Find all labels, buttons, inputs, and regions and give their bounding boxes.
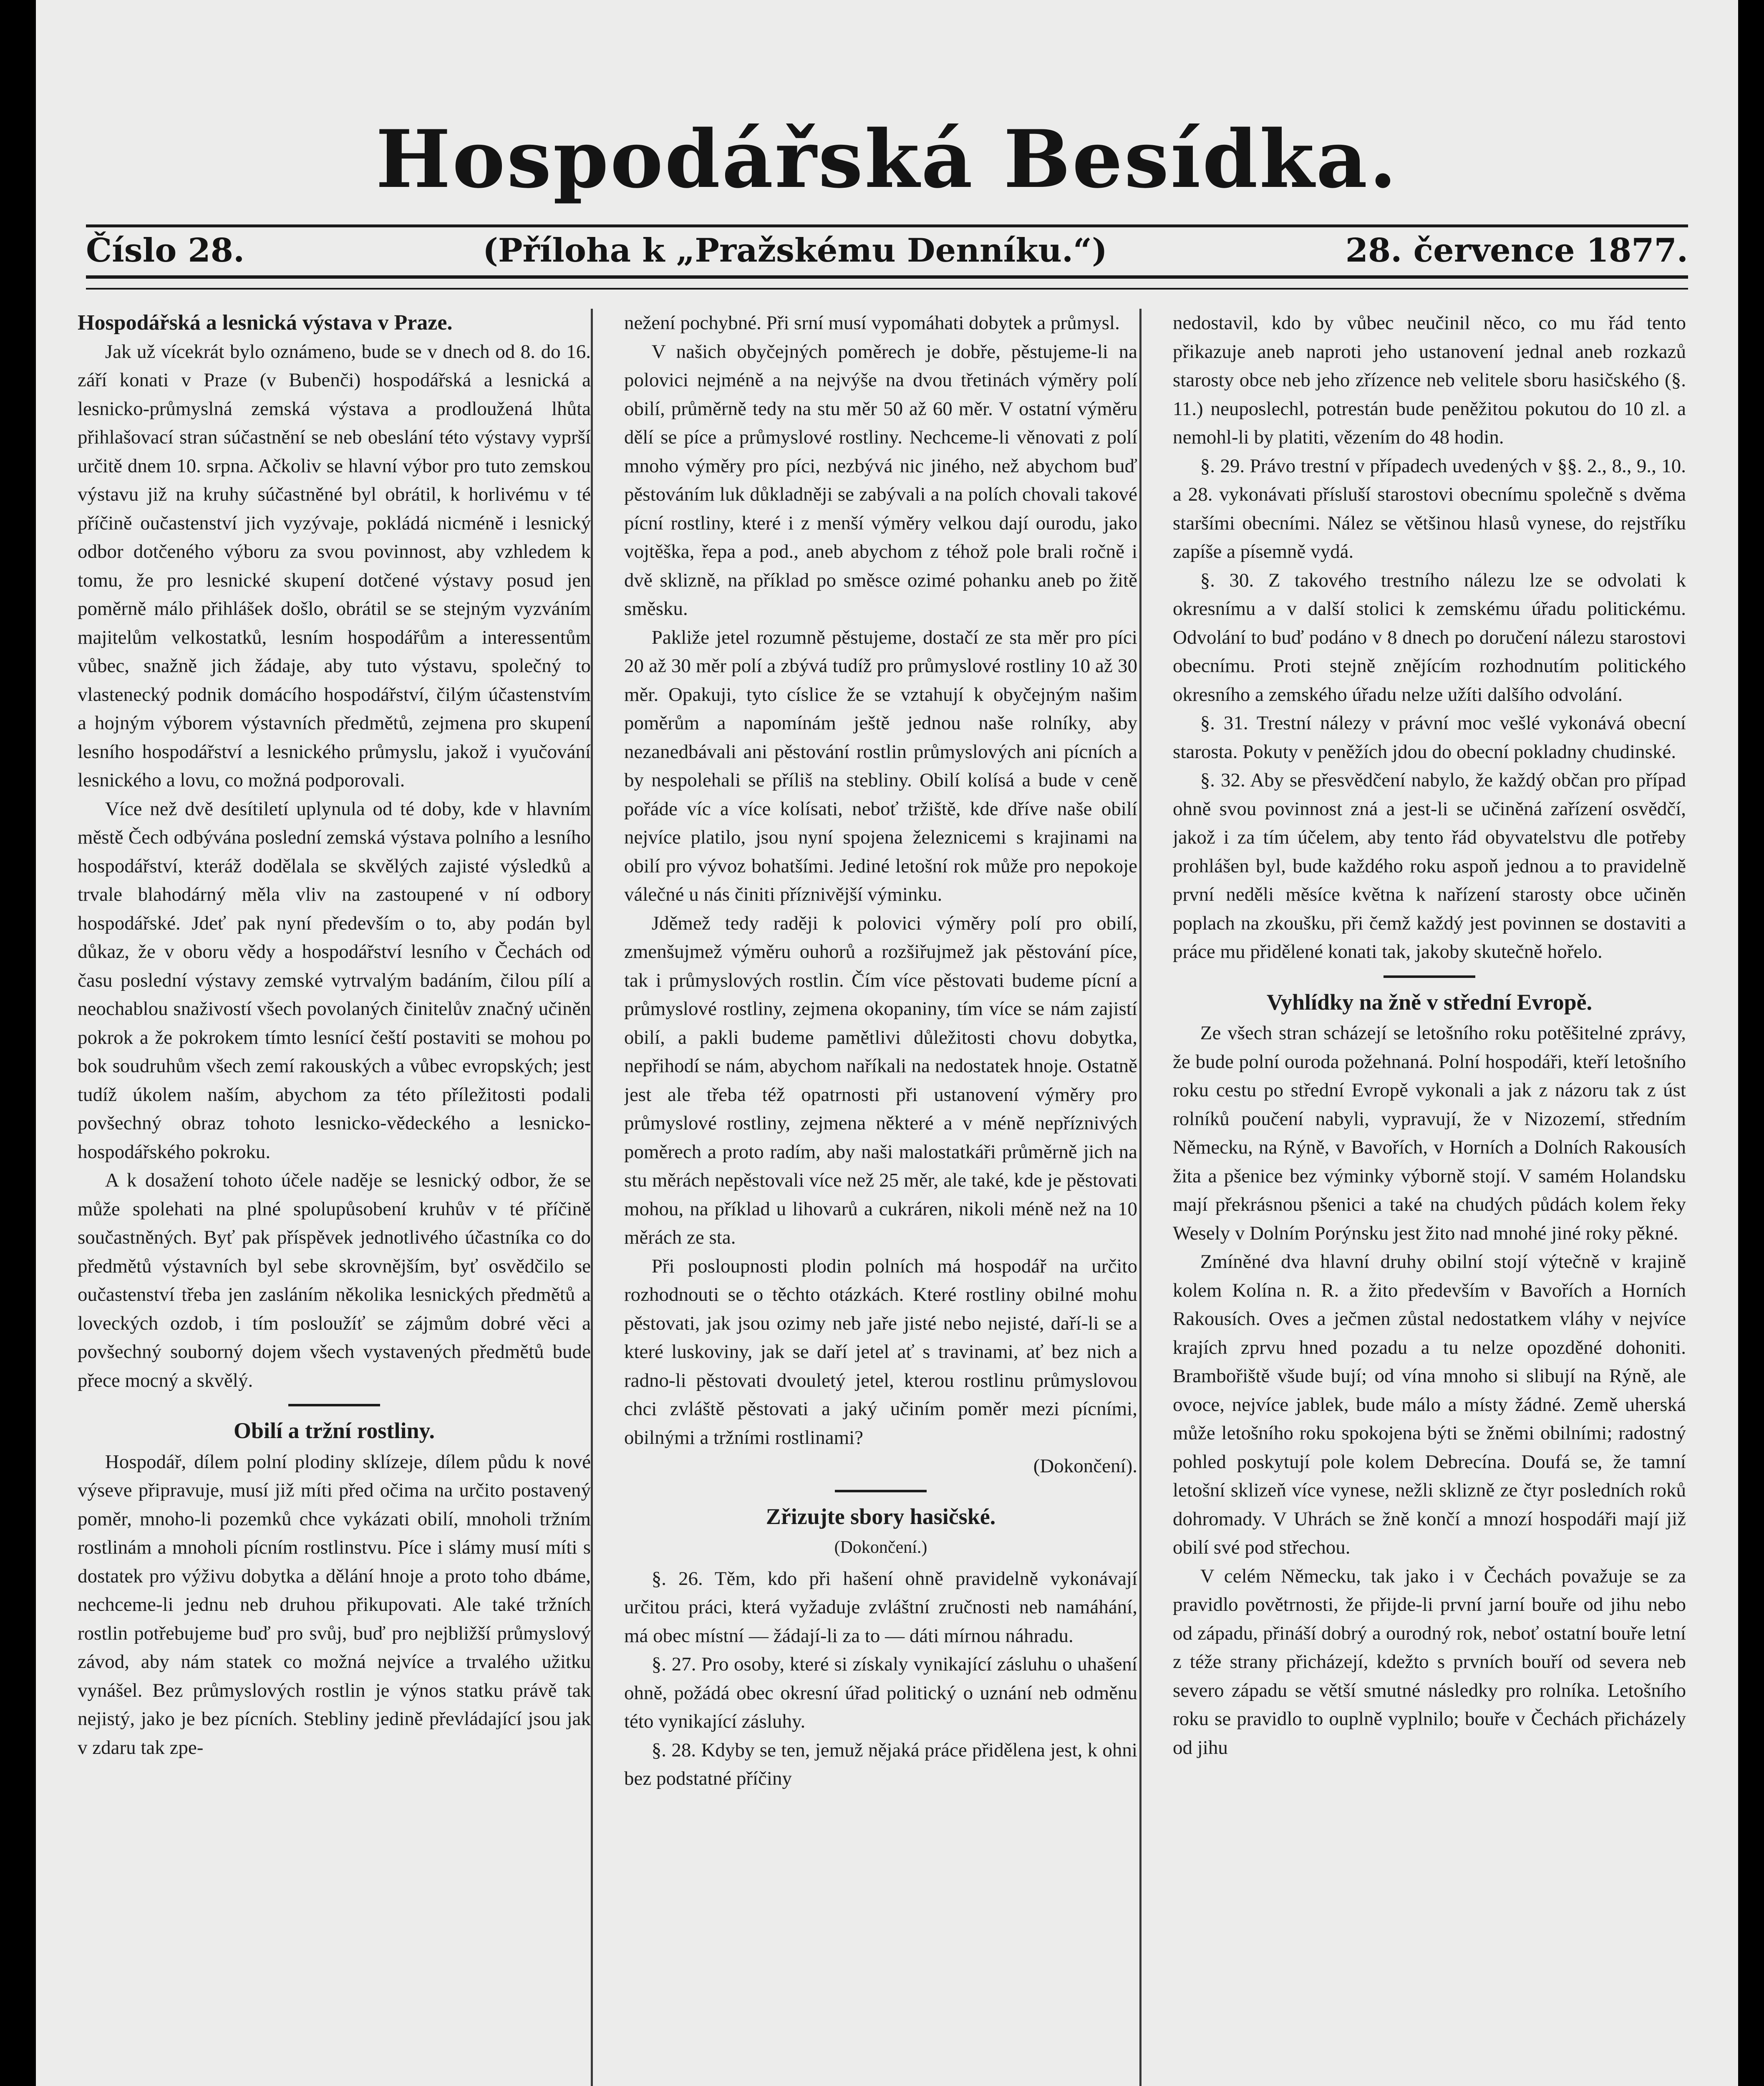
paragraph: §. 26. Těm, kdo při hašení ohně pravidelně vykonávají určitou práci, která vyžaduje zvláštní zručnosti neb namáhání, má obec místní — žádají-li za to — dáti mírnou náhradu.: [624, 1567, 1137, 1647]
paragraph: Zmíněné dva hlavní druhy obilní stojí výtečně v krajině kolem Kolína n. R. a žito především v Bavořích a Horních Rakousích. Oves a ječmen zůstal nedostatkem vláhy v nejvíce krajích zprvu hned pozadu a tu nelze opozděné dohoniti. Brambořiště všude bují; od vína mnoho si slibují na Rýně, ale ovoce, nejvíce jablek, bude málo a místy žádné. Země uherská může letošního roku spokojena býti se žněmi obilními; radostný pohled poskytují pole kolem Debrecína. Doufá se, že tamní letošní sklizeň více vynese, nežli sklizně ze čtyr posledních roků dohromady. V Uhrách se žně končí a mnozí hospodáři mají již obilí své pod střechou.: [1173, 1251, 1686, 1558]
article-subtitle: (Dokončení.): [834, 1538, 927, 1557]
masthead-rule-bottom: [86, 275, 1688, 279]
paragraph: §. 32. Aby se přesvědčení nabylo, že každý občan pro případ ohně svou povinnost zná a jest-li se učiněná zařízení osvědčí, jakož i za tím účelem, aby tento řád obyvatelstvu dle potřeby prohlášen byl, bude každého roku aspoň jednou a to pravidelně první neděli měsíce května k nařízení starosty obce učiněn poplach na zkoušku, při čemž každý jest povinnen se dostaviti a práce mu přidělené konati tak, jakoby skutečně hořelo.: [1173, 769, 1686, 962]
newspaper-page: [36, 0, 1738, 2086]
issue-line: [86, 227, 1688, 273]
column-1: [78, 309, 591, 2086]
paragraph: §. 27. Pro osoby, které si získaly vynikající zásluhu o uhašení ohně, požádá obec okresní úřad politický o uznání neb odměnu této vynikající zásluhy.: [624, 1653, 1137, 1732]
masthead-rule-top: [86, 224, 1688, 227]
paragraph: nežení pochybné. Při srní musí vypomáhati dobytek a průmysl.: [624, 312, 1120, 334]
continuation-note: (Dokončení).: [1033, 1455, 1137, 1477]
paragraph: Více než dvě desítiletí uplynula od té doby, kde v hlavním městě Čech odbývána poslední zemská výstava polního a lesního hospodářství, kteráž dodělala se skvělých zajisté výsledků a trvale blahodárný měla vliv na zastoupené v ní odbory hospodářské. Jdeť pak nyní především o to, aby podán byl důkaz, že v oboru vědy a hospodářství lesního v Čechách od času poslední výstavy zemské vytrvalým badáním, čilou pílí a neochablou snaživostí všech povolaných činitelův značný učiněn pokrok a že pokrokem tímto lesnící čeští postaviti se mohou po bok soudruhům všech zemí rakouských a vůbec evropských; jest tudíž úkolem naším, abychom za této příležitosti podali povšechný obraz tohoto lesnicko-vědeckého a lesnicko-hospodářského pokroku.: [78, 798, 591, 1163]
masthead-title: Hospodářská Besídka.: [375, 113, 1399, 206]
paragraph: nedostavil, kdo by vůbec neučinil něco, co mu řád tento přikazuje aneb naproti jeho ustanovení jednal aneb rozkazů starosty obce neb jeho zřízence neb velitele sboru hasičského (§. 11.) neuposlechl, potrestán bude peněžitou pokutou do 10 zl. a nemohl-li by platiti, vězením do 48 hodin.: [1173, 312, 1686, 448]
section-separator: [1383, 975, 1475, 978]
article-title-exhibition: Hospodářská a lesnická výstava v Praze.: [78, 311, 453, 335]
supplement-note: (Příloha k „Pražskému Denníku.“): [482, 231, 1107, 270]
article-title-fire-brigades: Zřizujte sbory hasičské.: [766, 1504, 996, 1529]
column-3: [1173, 309, 1686, 2086]
paragraph: §. 30. Z takového trestního nálezu lze se odvolati k okresnímu a v další stolici k zemskému úřadu politickému. Odvolání to buď podáno v 8 dnech po doručení nálezu starostovi obecnímu. Proti stejně znějícím rozhodnutím politického okresního a zemského úřadu nelze užíti dalšího odvolání.: [1173, 569, 1686, 705]
masthead-rule-thin: [86, 288, 1688, 290]
paragraph: V našich obyčejných poměrech je dobře, pěstujeme-li na polovici nejméně a na nejvýše na dvou třetinách výměry polí obilí, průměrně tedy na stu měr 50 až 60 měr. V ostatní výměru dělí se píce a průmyslové rostliny. Nechceme-li věnovati z polí mnoho výměry pro píci, nezbývá nic jiného, než abychom buď pěstováním luk důkladněji se zabývali a na polích chovali takové pícní rostliny, které i z menší výměry velkou dají ourodu, jako vojtěška, řepa a pod., aneb abychom z téhož pole brali ročně i dvě sklizně, na příklad po směsce ozimé pohanku aneb po žitě směsku.: [624, 340, 1137, 620]
paragraph: §. 31. Trestní nálezy v právní moc vešlé vykonává obecní starosta. Pokuty v peněžích jdou do obecní pokladny chudinské.: [1173, 712, 1686, 763]
paragraph: Jak už vícekrát bylo oznámeno, bude se v dnech od 8. do 16. září konati v Praze (v Bubenči) hospodářská a lesnická a lesnicko-průmyslná zemská výstava a prodloužená lhůta přihlašovací stran súčastnění se neb obeslání této výstavy vyprší určitě dnem 10. srpna. Ačkoliv se hlavní výbor pro tuto zemskou výstavu již na kruhy súčastněné byl obrátil, k horlivému v té příčině oučastenství jich vyzývaje, pokládá nicméně i lesnický odbor dotčeného výboru za svou povinnost, aby vzhledem k tomu, že pro lesnické skupení dotčené výstavy posud jen poměrně málo přihlášek došlo, obrátil se se stejným vyzváním majitelům velkostatků, lesním hospodářům a interessentům vůbec, snažně jich žádaje, aby tuto výstavu, společný to vlastenecký podnik domácího hospodářství, čilým účastenstvím a hojným výborem výstavních předmětů, zejmena pro skupení lesního hospodářství a lesnického průmyslu, jakož i vyučování lesnického a lovu, co možná podporovali.: [78, 340, 591, 791]
issue-number: Číslo 28.: [86, 231, 245, 270]
paragraph: Při posloupnosti plodin polních má hospodář na určito rozhodnouti se o těchto otázkách. Které rostliny obilné mohu pěstovati, jak jsou ozimy neb jaře jisté nebo nejisté, daří-li se a které luskoviny, jak se daří jetel ať s travinami, ať bez nich a radno-li pěstovati dvouletý jetel, kterou rostlinu průmyslovou chci zvláště pěstovati a jaký učiním poměr mezi pícními, obilnými a tržními rostlinami?: [624, 1255, 1137, 1449]
paragraph: Ze všech stran scházejí se letošního roku potěšitelné zprávy, že bude polní ouroda požehnaná. Polní hospodáři, kteří letošního roku cestu po střední Evropě vykonali a jak z názoru tak z úst rolníků poučení nabyli, vypravují, že v Nizozemí, středním Německu, na Rýně, v Bavořích, v Horních a Dolních Rakousích žita a pšenice bez výminky výborně stojí. V samém Holandsku mají překrásnou pšenici a také na chudých půdách kolem řeky Wesely v Dolním Porýnsku jest žito nad mnohé jiné roky pěkné.: [1173, 1022, 1686, 1244]
section-separator: [288, 1404, 380, 1406]
article-title-harvest: Vyhlídky na žně v střední Evropě.: [1266, 989, 1593, 1015]
article-title-grain: Obilí a tržní rostliny.: [233, 1418, 435, 1443]
paragraph: A k dosažení tohoto účele naděje se lesnický odbor, že se může spolehati na plné spolupůsobení kruhův v té příčině součastněných. Byť pak příspěvek jednotlivého účastníka co do předmětů výstavních byl sebe skrovnějším, byť osvědčilo se oučastenství třeba jen zasláním několika lesnických předmětů a loveckých ozdob, i tím posloužíť se zájmům dobré věci a povšechný souborný dojem všech vystavených předmětů bude přece mocný a skvělý.: [78, 1169, 591, 1391]
paragraph: Hospodář, dílem polní plodiny sklízeje, dílem půdu k nové výseve připravuje, musí již míti před očima na určito postavený poměr, mnoho-li pozemků chce vykázati obilí, mnoholi tržním rostlinám a mnoholi pícním rostlinstvu. Píce i slámy musí míti s dostatek pro výživu dobytka a dělání hnoje a proto toho dbáme, nechceme-li jednu neb druhou přikupovati. Ale také tržních rostlin potřebujeme buď pro svůj, buď pro nejbližší průmyslový závod, aby nám statek co možná nejvíce a trvalého užitku vynášel. Bez průmyslových rostlin je výnos statku právě tak nejistý, jako je bez pícních. Stebliny jedině převládající jsou jak v zdaru tak zpe-: [78, 1451, 591, 1758]
paragraph: Pakliže jetel rozumně pěstujeme, dostačí ze sta měr pro píci 20 až 30 měr polí a zbývá tudíž pro průmyslové rostliny 10 až 30 měr. Opakuji, tyto císlice že se vztahují k obyčejným našim poměrům a napomínám ještě jednou naše rolníky, aby nezanedbávali ani pěstování rostlin průmyslových ani pícních a by nespolehali se příliš na stebliny. Obilí kolísá a bude v ceně pořáde víc a více kolísati, neboť tržiště, kde dříve naše obilí nejvíce platilo, jsou nyní spojena železnicemi s krajinami na obilí pro vývoz bohatšími. Jediné letošní rok může pro nepokoje válečné u nás činiti příznivější výminku.: [624, 626, 1137, 905]
paragraph: §. 29. Právo trestní v případech uvedených v §§. 2., 8., 9., 10. a 28. vykonávati přísluší starostovi obecnímu společně s dvěma staršími obecními. Nález se většinou hlasů vynese, do rejstříku zapíše a písemně vydá.: [1173, 455, 1686, 562]
paragraph: V celém Německu, tak jako i v Čechách považuje se za pravidlo povětrnosti, že přijde-li první jarní bouře od jihu nebo od západu, přináší dobrý a ourodný rok, neboť ostatní bouře letní z téže strany přicházejí, kdežto s prvních bouří od severa neb severo západu se větší smutné následky pro rolníka. Letošního roku se pravidlo to ouplně vyplnilo; bouře v Čechách přicházely od jihu: [1173, 1565, 1686, 1758]
section-separator: [835, 1490, 927, 1492]
issue-date: 28. července 1877.: [1345, 231, 1688, 270]
column-2: [624, 309, 1137, 2086]
paragraph: Jděmež tedy raději k polovici výměry polí pro obilí, zmenšujmež výměru ouhorů a rozšiřujmež jak pěstování píce, tak i průmyslových rostlin. Čím více pěstovati budeme pícní a průmyslové rostliny, zejmena okopaniny, tím více se nám zajistí obilí, a pakli budeme pamětlivi důležitosti chovu dobytka, nepřihodí se nám, abychom naříkali na nedostatek hnoje. Ostatně jest ale třeba též opatrnosti při ustanovení výměry pro průmyslové rostliny, zejmena některé a v méně nepříznivých poměrech a proto radím, aby naši malostatkáři průměrně jich na stu měrách nepěstovali více než 25 měr, ale také, kde je pěstovati mohou, na příklad u lihovarů a cukráren, nikoli méně než na 10 měrách ze sta.: [624, 912, 1137, 1248]
column-divider-2: [1139, 309, 1142, 2086]
paragraph: §. 28. Kdyby se ten, jemuž nějaká práce přidělena jest, k ohni bez podstatné příčiny: [624, 1739, 1137, 1789]
column-divider-1: [591, 309, 593, 2086]
